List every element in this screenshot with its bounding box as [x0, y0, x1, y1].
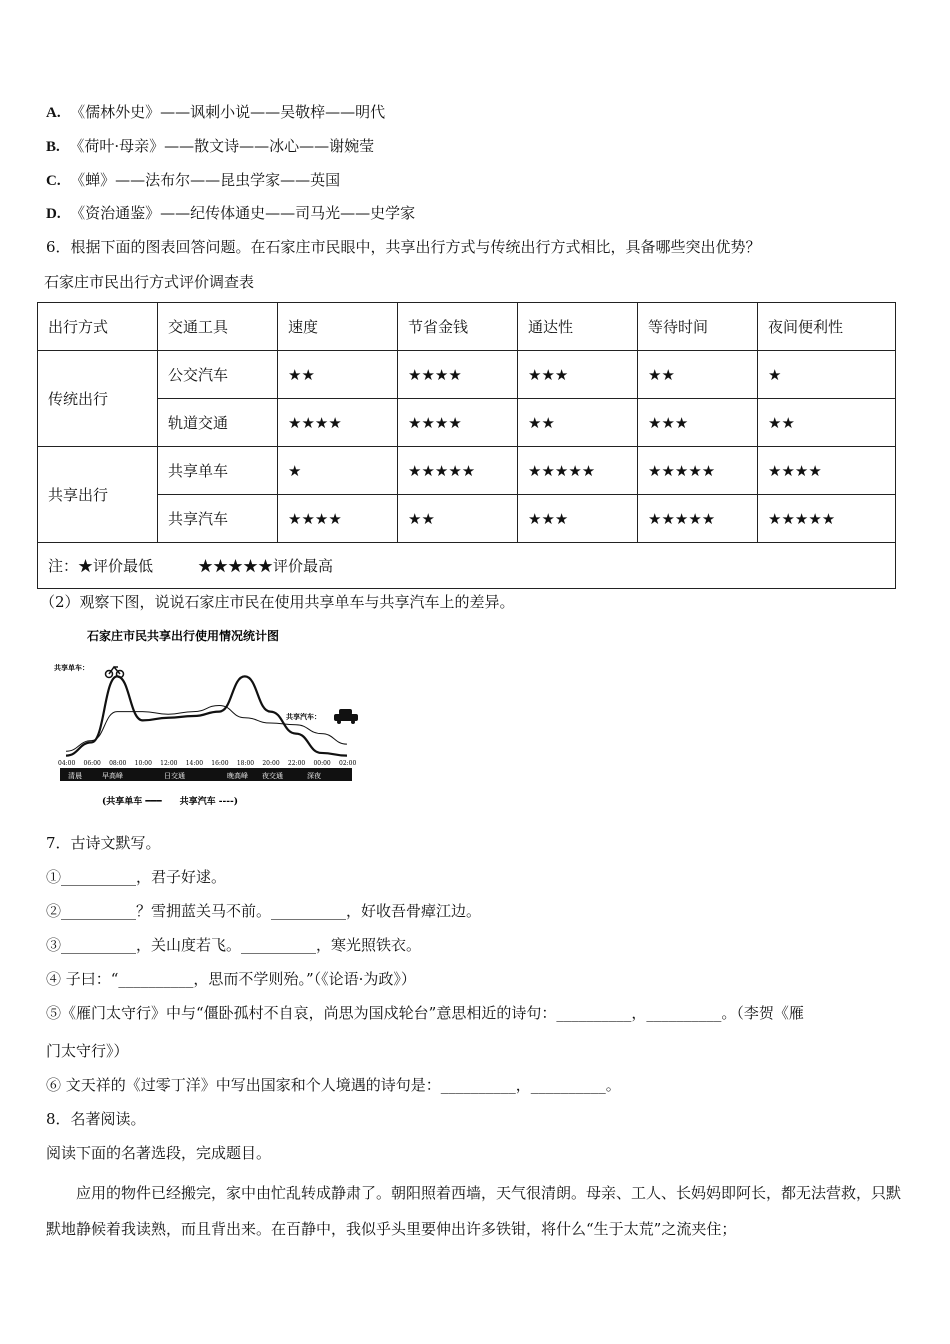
poem-blank-5: ⑤《雁门太守行》中与“僵卧孤村不自哀，尚思为国戍轮台”意思相近的诗句：__________，__________。（李贺《雁: [46, 1004, 804, 1022]
poem-blank-1: ①__________，君子好逑。: [46, 868, 227, 886]
option-text: 《蝉》——法布尔——昆虫学家——英国: [70, 171, 341, 189]
period-label: 夜交通: [262, 772, 283, 780]
cell: ★★: [518, 399, 638, 447]
bicycle-icon: [106, 667, 124, 678]
header-cell: 出行方式: [38, 303, 158, 351]
x-tick-label: 16:00: [211, 760, 229, 767]
table-header-row: [38, 303, 896, 351]
header-cell: 速度: [278, 303, 398, 351]
option-letter: B.: [46, 139, 60, 155]
option-text: 《荷叶·母亲》——散文诗——冰心——谢婉莹: [69, 137, 375, 155]
cell: ★: [758, 351, 896, 399]
cell: ★★★★: [398, 351, 518, 399]
cell: ★: [278, 447, 398, 495]
x-tick-label: 00:00: [313, 760, 331, 767]
x-tick-label: 02:00: [339, 760, 357, 767]
period-label: 深夜: [307, 772, 321, 780]
question-8-instruction: 阅读下面的名著选段，完成题目。: [46, 1144, 272, 1162]
group-cell: 共享出行: [38, 447, 158, 543]
chart-legend: (共享单车 ━━━ 共享汽车 ----): [102, 797, 238, 807]
period-label: 清晨: [68, 772, 82, 780]
cell: 共享单车: [158, 447, 278, 495]
header-cell: 通达性: [518, 303, 638, 351]
cell: ★★: [278, 351, 398, 399]
x-tick-label: 18:00: [236, 760, 255, 767]
car-label: 共享汽车：: [286, 712, 321, 721]
cell: ★★★★: [758, 447, 896, 495]
x-tick-label: 12:00: [160, 760, 178, 767]
cell: ★★★★★: [638, 447, 758, 495]
period-label: 晚高峰: [227, 772, 248, 780]
option-letter: A.: [46, 105, 61, 121]
poem-blank-5-cont: 门太守行》）: [46, 1042, 129, 1060]
chart-title: 石家庄市民共享出行使用情况统计图: [87, 629, 280, 643]
x-tick-label: 08:00: [109, 760, 127, 767]
car-icon: [334, 709, 358, 724]
period-label: 日交通: [164, 772, 185, 780]
x-tick-label: 22:00: [287, 760, 306, 767]
question-7-title: 7．古诗文默写。: [46, 834, 161, 852]
question-8-title: 8．名著阅读。: [46, 1110, 146, 1128]
cell: ★★★: [518, 351, 638, 399]
table-row: [38, 495, 896, 543]
x-tick-label: 14:00: [185, 760, 204, 767]
cell: ★★: [758, 399, 896, 447]
poem-blank-4: ④ 子曰：“__________，思而不学则殆。”（《论语·为政》）: [46, 970, 416, 988]
poem-blank-3: ③__________，关山度若飞。__________，寒光照铁衣。: [46, 936, 422, 954]
cell: ★★★: [518, 495, 638, 543]
poem-blank-6: ⑥ 文天祥的《过零丁洋》中写出国家和个人境遇的诗句是：__________，__________。: [46, 1076, 621, 1094]
cell: 共享汽车: [158, 495, 278, 543]
group-cell: 传统出行: [38, 351, 158, 447]
cell: ★★★★: [278, 399, 398, 447]
header-cell: 等待时间: [638, 303, 758, 351]
table-note: 注：★评价最低 ★★★★★评价最高: [38, 543, 896, 589]
table-row: [38, 351, 896, 399]
header-cell: 交通工具: [158, 303, 278, 351]
cell: 公交汽车: [158, 351, 278, 399]
option-a: [46, 102, 385, 123]
option-letter: C.: [46, 173, 61, 189]
option-text: 《儒林外史》——讽刺小说——吴敬梓——明代: [70, 103, 386, 121]
cell: ★★★★★: [518, 447, 638, 495]
usage-chart: [52, 622, 367, 812]
reading-passage: 应用的物件已经搬完，家中由忙乱转成静肃了。朝阳照着西墙，天气很清朗。母亲、工人、长妈妈即阿长，都无法营救，只默默地静候着我读熟，而且背出来。在百静中，我似乎头里要伸出许多铁钳，将什么“生于太荒”之流夹住；: [46, 1184, 902, 1238]
option-c: [46, 170, 340, 191]
table-row: [38, 399, 896, 447]
cell: ★★: [638, 351, 758, 399]
cell: ★★: [398, 495, 518, 543]
table-title: 石家庄市民出行方式评价调查表: [44, 273, 255, 291]
option-b: [46, 136, 374, 157]
option-letter: D.: [46, 206, 61, 222]
cell: ★★★★★: [638, 495, 758, 543]
cell: ★★★: [638, 399, 758, 447]
sub-question-2: （2）观察下图，说说石家庄市民在使用共享单车与共享汽车上的差异。: [40, 593, 515, 611]
table-row: [38, 447, 896, 495]
option-text: 《资治通鉴》——纪传体通史——司马光——史学家: [70, 204, 416, 222]
x-tick-label: 20:00: [262, 760, 280, 767]
period-label: 早高峰: [102, 772, 123, 780]
bike-label: 共享单车：: [54, 663, 89, 672]
poem-blank-2: ②__________？雪拥蓝关马不前。__________，好收吾骨瘴江边。: [46, 902, 482, 920]
x-tick-label: 06:00: [83, 760, 101, 767]
cell: ★★★★★: [758, 495, 896, 543]
cell: ★★★★: [398, 399, 518, 447]
header-cell: 夜间便利性: [758, 303, 896, 351]
cell: 轨道交通: [158, 399, 278, 447]
cell: ★★★★: [278, 495, 398, 543]
question-6: 6．根据下面的图表回答问题。在石家庄市民眼中，共享出行方式与传统出行方式相比，具备哪些突出优势？: [46, 238, 761, 256]
x-tick-label: 10:00: [134, 760, 152, 767]
header-cell: 节省金钱: [398, 303, 518, 351]
table-note-row: [38, 543, 896, 589]
cell: ★★★★★: [398, 447, 518, 495]
evaluation-table: [37, 302, 896, 589]
x-tick-label: 04:00: [58, 760, 76, 767]
option-d: [46, 203, 415, 224]
